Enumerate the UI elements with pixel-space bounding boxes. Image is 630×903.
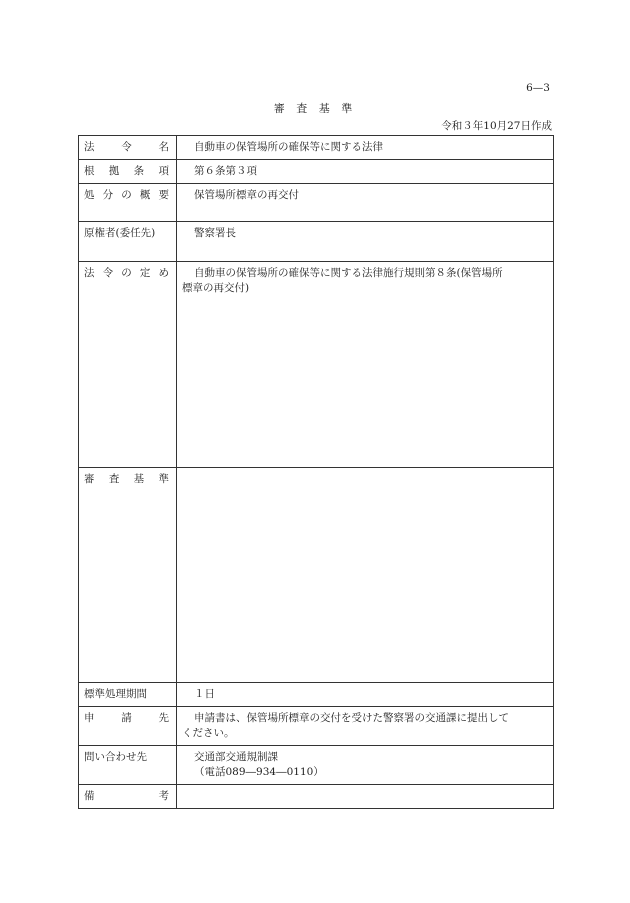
label-char: 処 bbox=[84, 189, 95, 201]
standards-table bbox=[78, 135, 554, 809]
label-char: の bbox=[121, 267, 132, 279]
label-char: 概 bbox=[139, 189, 151, 201]
authority-text: 警察署長 bbox=[194, 227, 236, 239]
inquiry-label: 問い合わせ先 bbox=[84, 751, 147, 763]
label-char: 請 bbox=[121, 712, 132, 724]
label-summary bbox=[79, 184, 177, 222]
row-provision bbox=[79, 262, 554, 468]
label-char: の bbox=[121, 189, 132, 201]
label-criteria bbox=[79, 468, 177, 683]
value-criteria bbox=[177, 468, 554, 683]
row-inquiry bbox=[79, 746, 554, 785]
label-char: 根 bbox=[84, 165, 95, 177]
provision-text-line2: 標章の再交付) bbox=[182, 282, 250, 294]
law-name-text: 自動車の保管場所の確保等に関する法律 bbox=[194, 141, 383, 153]
value-provision bbox=[177, 262, 554, 468]
value-basis bbox=[177, 160, 554, 184]
label-remarks bbox=[79, 785, 177, 809]
label-char: 基 bbox=[133, 473, 145, 485]
value-authority bbox=[177, 222, 554, 262]
row-remarks bbox=[79, 785, 554, 809]
label-char: 審 bbox=[84, 473, 95, 485]
label-char: 条 bbox=[133, 165, 145, 177]
row-processing-period bbox=[79, 683, 554, 707]
label-char: 査 bbox=[108, 473, 120, 485]
row-law-name bbox=[79, 136, 554, 160]
label-processing-period bbox=[79, 683, 177, 707]
processing-period-label: 標準処理期間 bbox=[84, 688, 147, 700]
label-char: め bbox=[158, 267, 169, 279]
processing-period-text: １日 bbox=[194, 688, 215, 700]
value-processing-period bbox=[177, 683, 554, 707]
value-summary bbox=[177, 184, 554, 222]
label-char: 法 bbox=[84, 141, 95, 153]
label-char: 考 bbox=[158, 790, 169, 802]
page-number: 6—3 bbox=[526, 82, 550, 94]
label-basis bbox=[79, 160, 177, 184]
label-char: 準 bbox=[158, 473, 169, 485]
row-summary bbox=[79, 184, 554, 222]
provision-text-line1: 自動車の保管場所の確保等に関する法律施行規則第８条(保管場所 bbox=[194, 267, 503, 279]
value-law-name bbox=[177, 136, 554, 160]
label-authority bbox=[79, 222, 177, 262]
value-application bbox=[177, 707, 554, 746]
label-law-name bbox=[79, 136, 177, 160]
label-char: 令 bbox=[121, 141, 132, 153]
label-char: 拠 bbox=[108, 165, 120, 177]
label-char: 先 bbox=[158, 712, 169, 724]
inquiry-text-line1: 交通部交通規制課 bbox=[194, 751, 278, 763]
label-char: 項 bbox=[158, 165, 169, 177]
label-inquiry bbox=[79, 746, 177, 785]
basis-text: 第６条第３項 bbox=[194, 165, 257, 177]
label-char: 分 bbox=[102, 189, 114, 201]
inquiry-text-line2: （電話089―934―0110） bbox=[194, 766, 324, 778]
application-text-line1: 申請書は、保管場所標章の交付を受けた警察署の交通課に提出して bbox=[194, 712, 509, 724]
summary-text: 保管場所標章の再交付 bbox=[194, 189, 299, 201]
creation-date: 令和３年10月27日作成 bbox=[441, 120, 552, 132]
label-char: 名 bbox=[158, 141, 169, 153]
document-title: 審 査 基 準 bbox=[273, 102, 357, 115]
row-basis bbox=[79, 160, 554, 184]
label-char: 申 bbox=[84, 712, 95, 724]
application-text-line2: ください。 bbox=[182, 727, 235, 739]
label-char: 備 bbox=[84, 790, 95, 802]
label-char: 定 bbox=[139, 267, 151, 279]
label-provision bbox=[79, 262, 177, 468]
authority-label: 原権者(委任先) bbox=[84, 227, 156, 239]
label-application bbox=[79, 707, 177, 746]
row-criteria bbox=[79, 468, 554, 683]
value-inquiry bbox=[177, 746, 554, 785]
value-remarks bbox=[177, 785, 554, 809]
label-char: 令 bbox=[102, 267, 114, 279]
row-application bbox=[79, 707, 554, 746]
row-authority bbox=[79, 222, 554, 262]
label-char: 法 bbox=[84, 267, 95, 279]
label-char: 要 bbox=[158, 189, 169, 201]
